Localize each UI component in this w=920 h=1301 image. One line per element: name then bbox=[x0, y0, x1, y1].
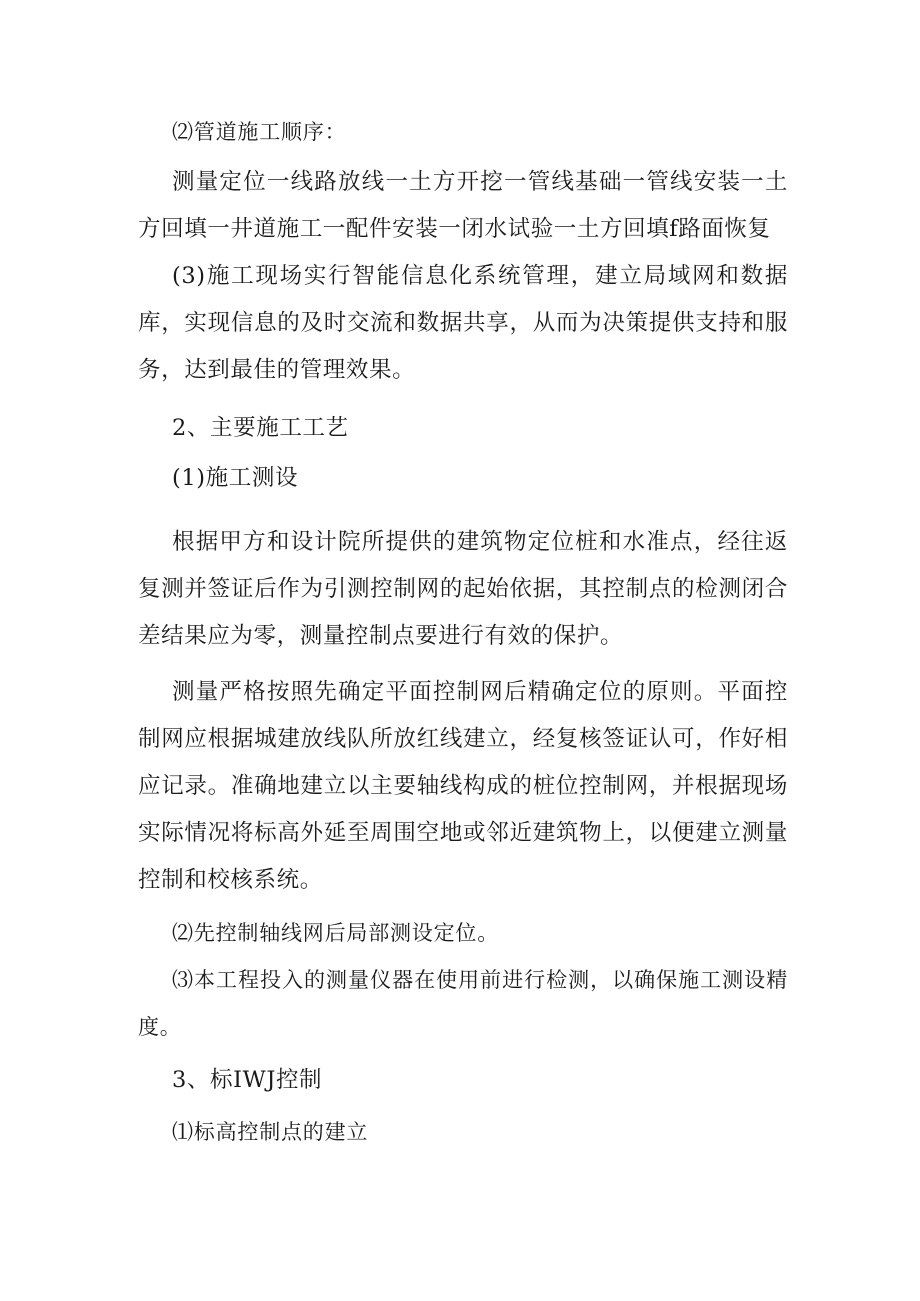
paragraph-smart-management: (3)施工现场实行智能信息化系统管理，建立局域网和数据库，实现信息的及时交流和数据共享，从而为决策提供支持和服务，达到最佳的管理效果。 bbox=[138, 263, 788, 383]
subheading-survey-setting: (1)施工测设 bbox=[172, 465, 299, 491]
section-heading-elevation-control: 3、标IWJ控制 bbox=[172, 1067, 323, 1093]
section-heading-main-process: 2、主要施工工艺 bbox=[172, 415, 349, 441]
subheading-elevation-point-setup: ⑴标高控制点的建立 bbox=[172, 1120, 369, 1144]
paragraph-pipeline-order-steps: 测量定位一线路放线一土方开挖一管线基础一管线安装一土方回填一井道施工一配件安装一闭水试验一土方回填f路面恢复 bbox=[138, 169, 788, 242]
paragraph-benchmark-points: 根据甲方和设计院所提供的建筑物定位桩和水准点，经往返复测并签证后作为引测控制网的起始依据，其控制点的检测闭合差结果应为零，测量控制点要进行有效的保护。 bbox=[138, 529, 788, 649]
paragraph-axis-control-first: ⑵先控制轴线网后局部测设定位。 bbox=[172, 921, 499, 945]
paragraph-survey-principle: 测量严格按照先确定平面控制网后精确定位的原则。平面控制网应根据城建放线队所放红线建立，经复核签证认可，作好相应记录。准确地建立以主要轴线构成的桩位控制网，并根据现场实际情况将标高外延至周围空地或邻近建筑物上，以便建立测量控制和校核系统。 bbox=[138, 679, 788, 893]
paragraph-pipeline-order-heading: ⑵管道施工顺序： bbox=[172, 120, 347, 144]
paragraph-instrument-check: ⑶本工程投入的测量仪器在使用前进行检测，以确保施工测设精度。 bbox=[138, 968, 788, 1039]
